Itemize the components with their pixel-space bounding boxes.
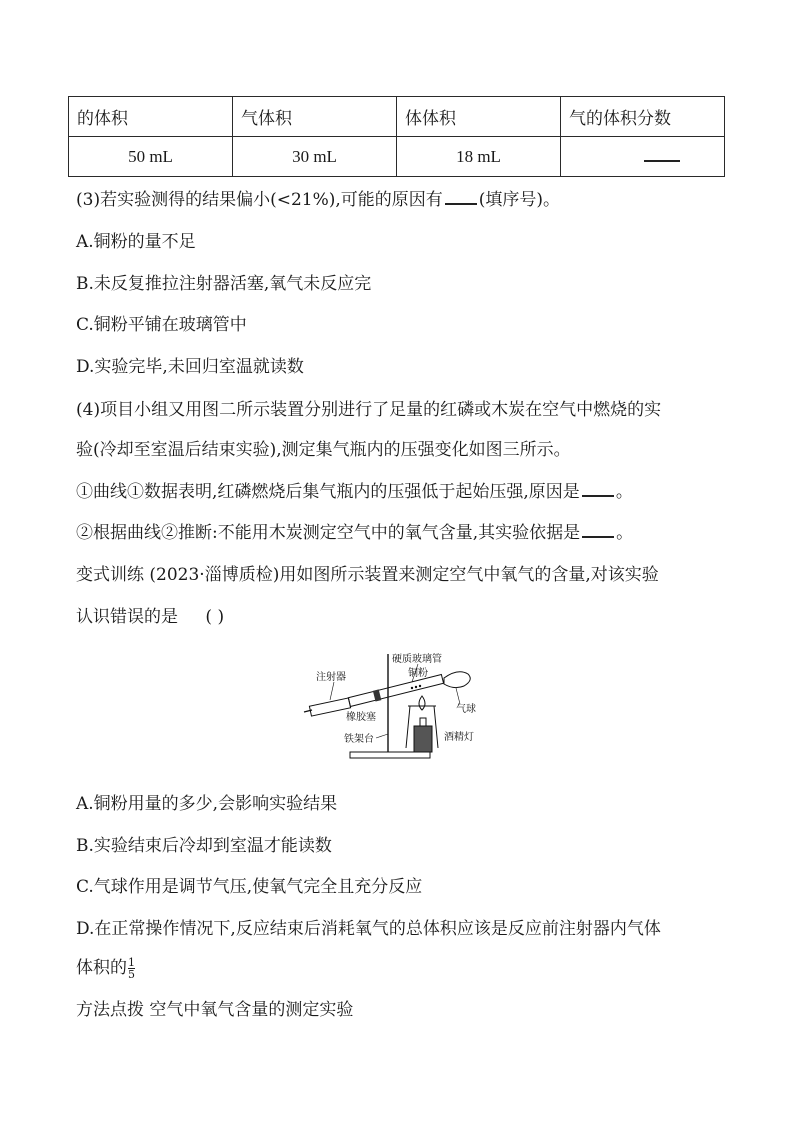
option-c: C.铜粉平铺在玻璃管中 (76, 315, 247, 335)
sub1-text: ①曲线①数据表明,红磷燃烧后集气瓶内的压强低于起始压强,原因是 (76, 482, 580, 502)
variant-line1: 变式训练 (2023·淄博质检)用如图所示装置来测定空气中氧气的含量,对该实验 (76, 565, 659, 585)
stopper-icon (373, 689, 381, 701)
question-4-line2: 验(冷却至室温后结束实验),测定集气瓶内的压强变化如图三所示。 (76, 440, 571, 460)
table-row (69, 137, 725, 177)
table-header-cell: 体体积 (397, 97, 561, 137)
table-header-cell: 的体积 (69, 97, 233, 137)
answer-blank-cell[interactable] (561, 137, 725, 177)
answer-c: C.气球作用是调节气压,使氧气完全且充分反应 (76, 877, 423, 897)
data-table (68, 96, 725, 177)
answer-d-text: 体积的 (76, 958, 127, 978)
table-cell: 18 mL (397, 137, 561, 177)
table-cell: 30 mL (233, 137, 397, 177)
question-4-line1: (4)项目小组又用图二所示装置分别进行了足量的红磷或木炭在空气中燃烧的实 (76, 400, 662, 420)
table-header-cell: 气体积 (233, 97, 397, 137)
label-stand: 铁架台 (344, 734, 374, 745)
label-balloon: 气球 (456, 704, 476, 715)
option-d: D.实验完毕,未回归室温就读数 (76, 357, 304, 377)
label-lamp: 酒精灯 (444, 732, 474, 743)
variant-line2 (76, 605, 224, 629)
question-3-text: (3)若实验测得的结果偏小(<21%),可能的原因有 (76, 190, 443, 210)
variant-text: 认识错误的是 (76, 607, 178, 627)
answer-blank[interactable] (582, 522, 614, 538)
table-cell: 50 mL (69, 137, 233, 177)
balloon-icon (444, 672, 470, 688)
stand-base (350, 752, 430, 758)
question-4-sub1 (76, 480, 633, 504)
answer-d-line1: D.在正常操作情况下,反应结束后消耗氧气的总体积应该是反应前注射器内气体 (76, 919, 661, 939)
answer-blank[interactable] (445, 189, 477, 205)
answer-blank[interactable] (644, 146, 680, 162)
label-copper: 铜粉 (408, 668, 428, 679)
table-header-cell: 气的体积分数 (561, 97, 725, 137)
question-3-suffix: (填序号)。 (478, 190, 561, 210)
apparatus-figure (300, 648, 490, 764)
sub2-text: ②根据曲线②推断:不能用木炭测定空气中的氧气含量,其实验依据是 (76, 523, 581, 543)
fraction-one-fifth: $\frac{1}{5}$ (128, 956, 135, 981)
question-3 (76, 188, 560, 212)
label-syringe: 注射器 (316, 672, 346, 683)
answer-blank[interactable] (582, 481, 614, 497)
answer-paren[interactable]: ( ) (205, 607, 225, 627)
method-tip: 方法点拨 空气中氧气含量的测定实验 (76, 1000, 354, 1020)
answer-b: B.实验结束后冷却到室温才能读数 (76, 836, 332, 856)
alcohol-lamp-icon (414, 726, 432, 752)
syringe-icon (309, 698, 350, 716)
answer-a: A.铜粉用量的多少,会影响实验结果 (76, 794, 338, 814)
label-stopper: 橡胶塞 (346, 712, 376, 723)
sub1-suffix: 。 (615, 482, 633, 502)
option-b: B.未反复推拉注射器活塞,氧气未反应完 (76, 274, 372, 294)
label-tube: 硬质玻璃管 (392, 654, 442, 665)
option-a: A.铜粉的量不足 (76, 232, 196, 252)
answer-d-line2 (76, 956, 135, 980)
sub2-suffix: 。 (616, 523, 634, 543)
table-header-row (69, 97, 725, 137)
glass-tube-icon (348, 675, 443, 707)
flame-icon (419, 696, 425, 710)
question-4-sub2 (76, 521, 633, 545)
